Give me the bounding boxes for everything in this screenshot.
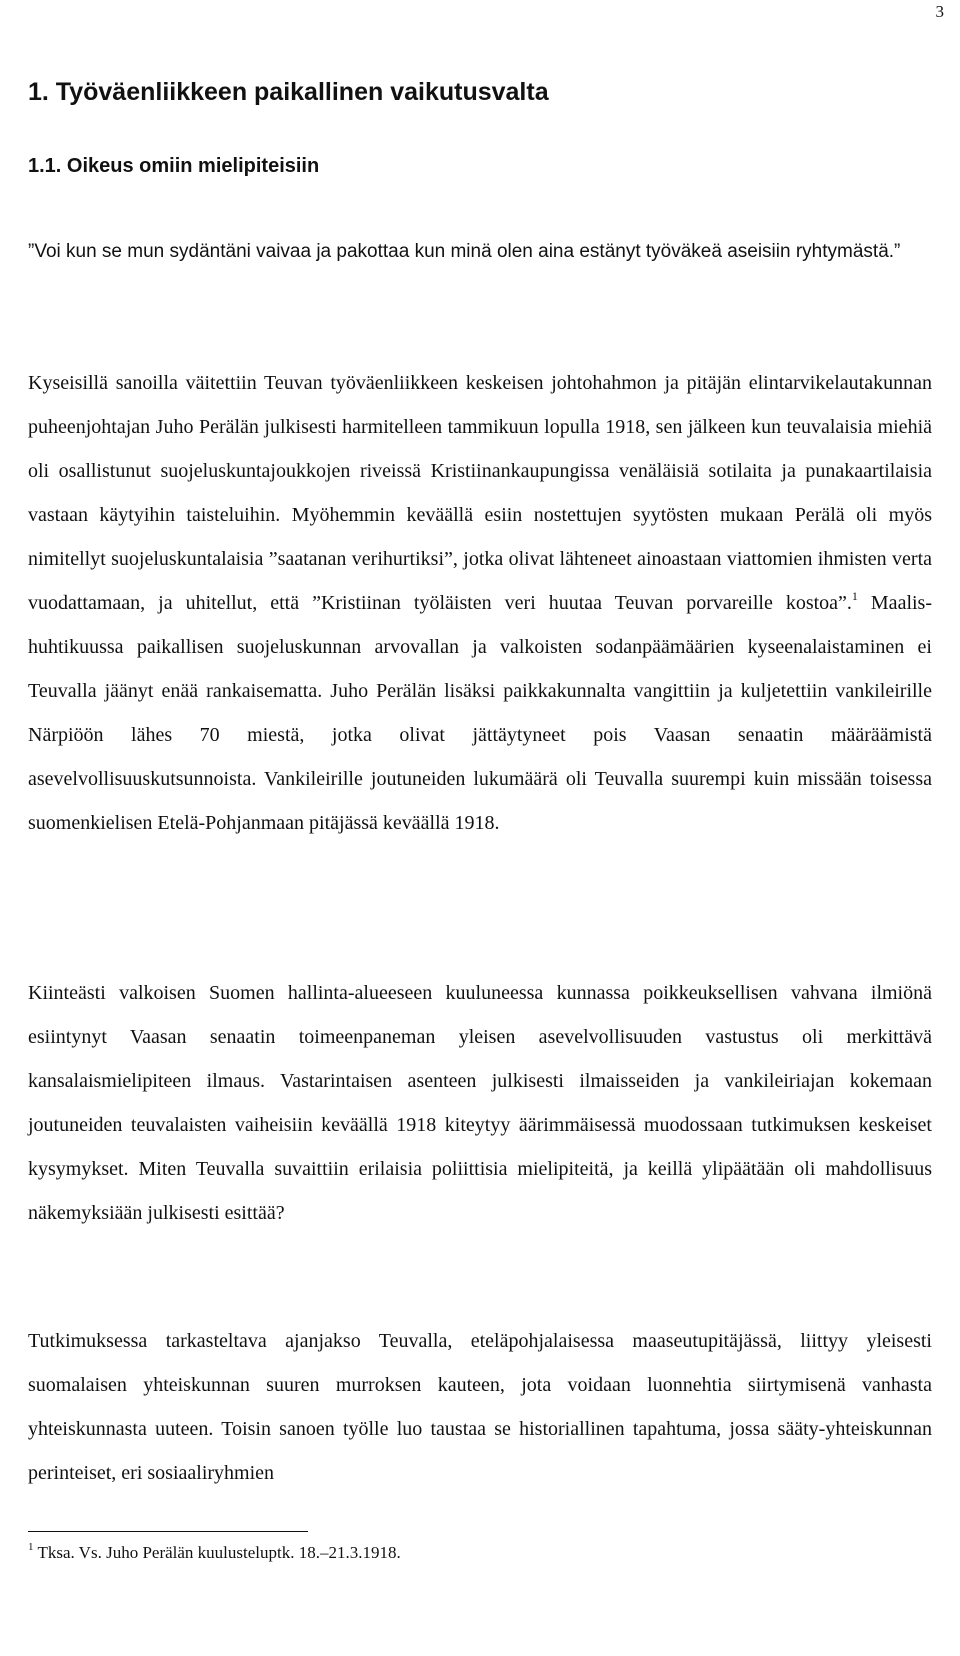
footnote (28, 1538, 401, 1568)
section-title: 1. Työväenliikkeen paikallinen vaikutusvalta (28, 78, 549, 106)
epigraph-quote: ”Voi kun se mun sydäntäni vaivaa ja pakottaa kun minä olen aina estänyt työväkeä aseisiin ryhtymästä.” (28, 241, 901, 262)
page-number: 3 (935, 2, 944, 21)
footnote-separator (28, 1531, 308, 1532)
footnote-number: 1 (28, 1541, 34, 1553)
body-paragraph-1 (28, 361, 932, 845)
body-paragraph-3: Tutkimuksessa tarkasteltava ajanjakso Teuvalla, eteläpohjalaisessa maaseutupitäjässä, liittyy yleisesti suomalaisen yhteiskunnan suuren murroksen kauteen, jota voidaan luonnehtia siirtymisenä vanhasta yhteiskunnasta uuteen. Toisin sanoen työlle luo taustaa se historiallinen tapahtuma, jossa sääty-yhteiskunnan perinteiset, eri sosiaaliryhmien (28, 1330, 932, 1484)
paragraph-text: Maalis-huhtikuussa paikallisen suojeluskunnan arvovallan ja valkoisten sodanpäämäärien kyseenalaistaminen ei Teuvalla jäänyt enää rankaisematta. Juho Perälän lisäksi paikkakunnalta vangittiin ja kuljetettiin vankileirille Närpiöön lähes 70 miestä, jotka olivat jättäytyneet pois Vaasan senaatin määräämistä asevelvollisuuskutsunnoista. Vankileirille joutuneiden lukumäärä oli Teuvalla suurempi kuin missään toisessa suomenkielisen Etelä-Pohjanmaan pitäjässä keväällä 1918. (28, 592, 932, 834)
body-paragraph-2: Kiinteästi valkoisen Suomen hallinta-alueeseen kuuluneessa kunnassa poikkeuksellisen vahvana ilmiönä esiintynyt Vaasan senaatin toimeenpaneman yleisen asevelvollisuuden vastustus oli merkittävä kansalaismielipiteen ilmaus. Vastarintaisen asenteen julkisesti ilmaisseiden ja vankileiriajan kokemaan joutuneiden teuvalaisten vaiheisiin keväällä 1918 kiteytyy äärimmäisessä muodossaan tutkimuksen keskeiset kysymykset. Miten Teuvalla suvaittiin erilaisia poliittisia mielipiteitä, ja keillä ylipäätään oli mahdollisuus näkemyksiään julkisesti esittää? (28, 982, 932, 1224)
paragraph-text: Kyseisillä sanoilla väitettiin Teuvan työväenliikkeen keskeisen johtohahmon ja pitäjän elintarvikelautakunnan puheenjohtajan Juho Perälän julkisesti harmitelleen tammikuun lopulla 1918, sen jälkeen kun teuvalaisia miehiä oli osallistunut suojeluskuntajoukkojen riveissä Kristiinankaupungissa venäläisiä sotilaita ja punakaartilaisia vastaan käytyihin taisteluihin. Myöhemmin keväällä esiin nostettujen syytösten mukaan Perälä oli myös nimitellyt suojeluskuntalaisia ”saatanan verihurtiksi”, jotka olivat lähteneet ainoastaan viattomien ihmisten verta vuodattamaan, ja uhitellut, että ”Kristiinan työläisten veri huutaa Teuvan porvareille kostoa”. (28, 372, 932, 614)
subsection-title: 1.1. Oikeus omiin mielipiteisiin (28, 155, 320, 177)
footnote-text: Tksa. Vs. Juho Perälän kuulusteluptk. 18.–21.3.1918. (33, 1543, 401, 1562)
footnote-reference[interactable]: 1 (851, 589, 858, 603)
